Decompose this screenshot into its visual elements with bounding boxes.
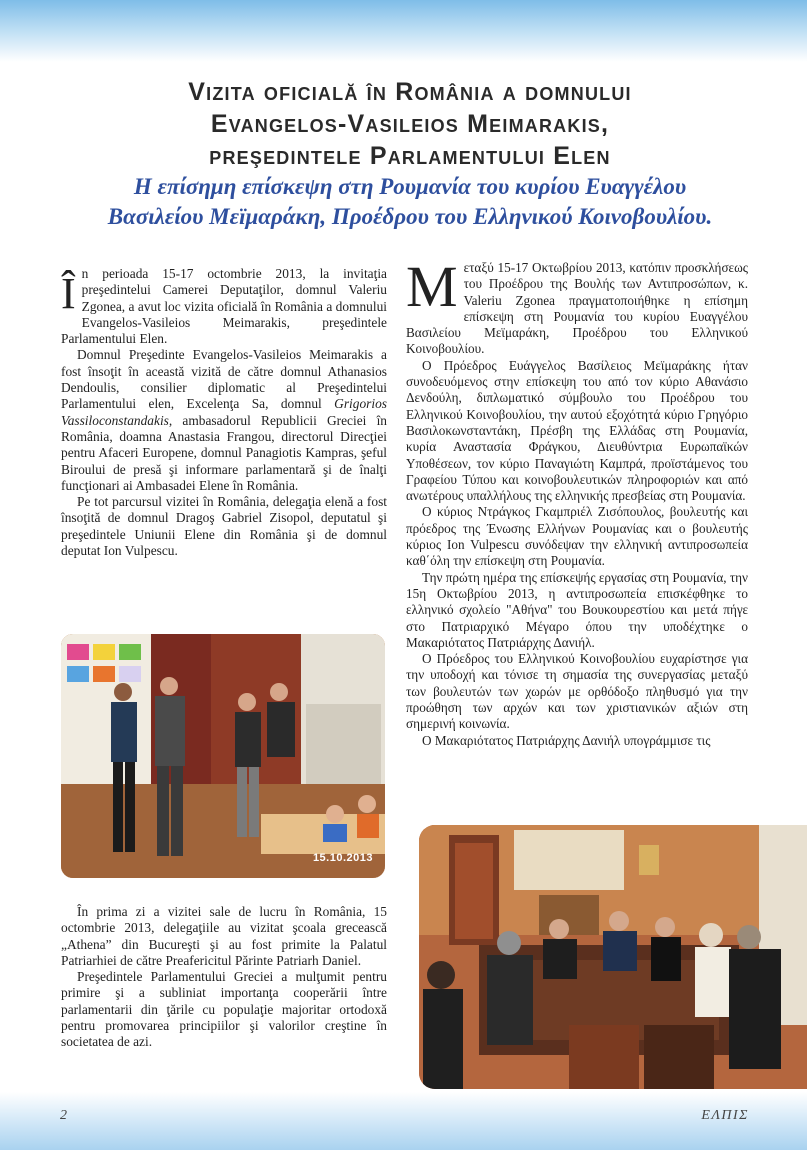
article-title-greek [40, 172, 780, 232]
title-ro-line-2: Evangelos-Vasileios Meimarakis, [210, 110, 610, 138]
gr-dropcap: Μ [406, 254, 458, 319]
gr-paragraph-6: Ο Μακαριότατος Πατριάρχης Δανιήλ υπογράμμισε τις [422, 732, 711, 748]
ro-paragraph-5: Preşedintele Parlamentului Greciei a mulţumit pentru primire şi a subliniat importanţa cooperării între parlamentarii din ţările cu populaţie majoritar ortodoxă pentru promovarea principiilor şi valorilor creştine în societatea de azi. [61, 969, 387, 1050]
gr-paragraph-2: Ο Πρόεδρος Ευάγγελος Βασίλειος Μεϊμαράκης ήταν συνοδευόμενος στην επίσκεψη του από τον κύριο Αθανάσιο Δενδούλη, διπλωματικό σύμβουλο του Προέδρου του Ελληνικού Κοινοβουλίου, την αυτού εξοχότητά κύριο Γρηγόριο Βασιλοκωνσταντάκη, Πρέσβη της Ελλάδας στη Ρουμανία, κυρία Αναστασία Φράγκου, Διευθύντρια Ευρωπαϊκών Υποθέσεων, τον κύριο Παναγιώτη Καμπρά, προϊστάμενος του Γραφείου Τύπου και κοινοβουλευτικών πληροφοριών και από ανωτέρους υπαλλήλους της ελληνικής πρεσβείας στη Ρουμανία. [406, 357, 748, 504]
ro-paragraph-1-text: n perioada 15-17 octombrie 2013, la invitaţia preşedintelui Camerei Deputaţilor, domnul Valeriu Zgonea, a avut loc vizita oficială în România a domnului Evangelos-Vasileios Meimarakis, preşedintele Parlamentului Elen. [61, 266, 387, 347]
gr-paragraph-5: Ο Πρόεδρος του Ελληνικού Κοινοβουλίου ευχαρίστησε για την υποδοχή και τόνισε τη σημασία της συνεργασίας μεταξύ των βουλευτών των χωρών με ορθόδοξο πληθυσμό για την προώθηση των αρχών και των χριστιανικών αξιών στη σημερινή κοινωνία. [406, 651, 748, 732]
ro-paragraph-2-text-a: Domnul Preşedinte Evangelos-Vasileios Meimarakis a fost însoţit în această vizită de către domnul Athanasios Dendoulis, consilier diplomatic al Preşedintelui Parlamentului elen, Excelenţa Sa, domnul [61, 347, 387, 412]
photo-date-stamp: 15.10.2013 [312, 852, 373, 864]
ro-dropcap: Î [61, 269, 76, 318]
title-ro-line-1: Vizita oficială în România a domnului [188, 78, 632, 106]
article-title-romanian [60, 76, 760, 172]
gr-paragraph-1 [406, 254, 748, 358]
greek-column [406, 254, 748, 749]
gr-paragraph-4: Την πρώτη ημέρα της επίσκεψής εργασίας στη Ρουμανία, την 15η Οκτωβρίου 2013, η αντιπροσωπεία επισκέφθηκε το ελληνικό σχολείο "Αθήνα" του Βουκουρεστίου και μετά πήγε στο Πατριαρχικό Μέγαρο όπου την υποδέχτηκε ο Μακαριότατος Πατριάρχης Δανιήλ. [406, 569, 748, 650]
school-visit-photo-image [61, 634, 385, 878]
patriarchate-meeting-photo-image [419, 825, 807, 1089]
gr-paragraph-3: Ο κύριος Ντράγκος Γκαμπριέλ Ζισόπουλος, βουλευτής και πρόεδρος της Ένωσης Ελλήνων Ρουμανίας και ο βουλευτής κύριος Ion Vulpescu συνόδεψαν την ελληνική αντιπροσωπεία καθ΄όλη την επίσκεψη στη Ρουμανία. [406, 504, 748, 569]
romanian-column-top [61, 266, 387, 559]
title-gr-line-1: Η επίσημη επίσκεψη στη Ρουμανία του κυρίου Ευαγγέλου [133, 174, 687, 199]
ro-paragraph-3: Pe tot parcursul vizitei în România, delegaţia elenă a fost însoţită de domnul Dragoş Gabriel Zisopol, deputatul şi preşedintele Uniunii Elene din România şi de domnul deputat Ion Vulpescu. [61, 494, 387, 559]
school-visit-photo [61, 634, 385, 878]
header-gradient-band [0, 0, 807, 62]
ro-paragraph-2 [61, 347, 387, 494]
footer-gradient-band [0, 1092, 807, 1150]
title-ro-line-3: preşedintele Parlamentului Elen [209, 142, 611, 170]
ro-ambassador-name: Grigorios Vassiloconstandakis [61, 396, 387, 428]
gr-paragraph-1-text: εταξύ 15-17 Οκτωβρίου 2013, κατόπιν προσκλήσεως του Προέδρου της Βουλής των Αντιπροσώπων, κ. Valeriu Zgonea πραγματοποιήθηκε η επίσημη επίσκεψη στη Ρουμανία του κυρίου Ευαγγέλου Βασιλείου Μεϊμαράκη, Προέδρου του Ελληνικού Κοινοβουλίου. [406, 260, 748, 357]
ro-paragraph-2-text-b: , ambasadorul Republicii Greciei în România, doamna Anastasia Frangou, directorul Direcţiei pentru Afaceri Europene, domnul Panagiotis Kampras, şeful Biroului de presă şi informare parlamentară şi de înalţi funcţionari ai Ambasadei Elene în România. [61, 412, 387, 493]
page-number: 2 [60, 1108, 67, 1123]
patriarchate-meeting-photo [419, 825, 807, 1089]
romanian-column-bottom [61, 904, 387, 1051]
magazine-name: ΕΛΠΙΣ [701, 1108, 749, 1123]
title-gr-line-2: Βασιλείου Μεϊμαράκη, Προέδρου του Ελληνικού Κοινοβουλίου. [107, 204, 713, 229]
ro-paragraph-1 [61, 266, 387, 347]
ro-paragraph-4: În prima zi a vizitei sale de lucru în România, 15 octombrie 2013, delegaţiile au vizitat şcoala grecească „Athena” din Bucureşti şi au fost primite la Palatul Patriarhiei de către Preafericitul Părinte Patriarh Daniel. [61, 904, 387, 968]
